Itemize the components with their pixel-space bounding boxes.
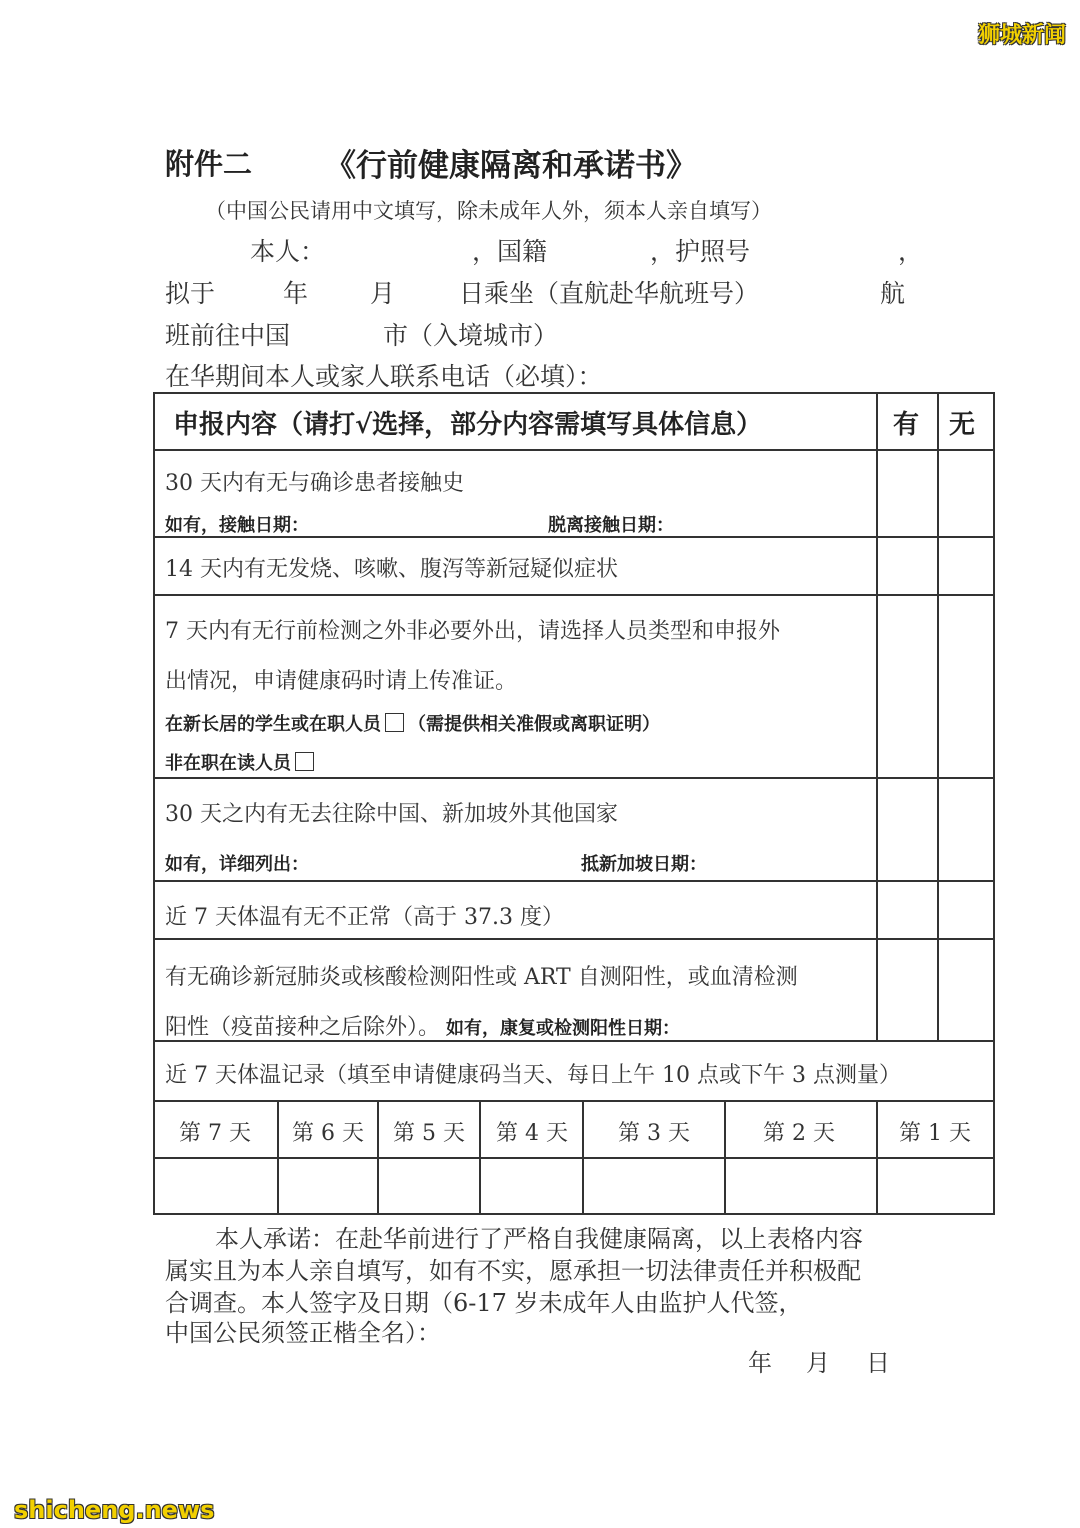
positive-test-line2-text: 阳性（疫苗接种之后除外）。 xyxy=(165,1015,441,1040)
row-outings-line2: 出情况，申请健康码时请上传准证。 xyxy=(165,669,518,694)
plan-prefix: 拟于 xyxy=(165,279,216,308)
option-non-employed xyxy=(165,749,318,775)
row-outings-line1: 7 天内有无行前检测之外非必要外出，请选择人员类型和申报外 xyxy=(165,619,780,644)
row-other-countries: 30 天之内有无去往除中国、新加坡外其他国家 xyxy=(165,802,618,827)
declaration-table xyxy=(153,392,995,1215)
plan-month: 月 xyxy=(370,279,396,308)
pledge-line-3: 合调查。本人签字及日期（6-17 岁未成年人由监护人代签， xyxy=(165,1289,803,1317)
signature-month: 月 xyxy=(806,1349,830,1377)
end-contact-date-label: 脱离接触日期： xyxy=(548,515,674,536)
contact-phone-label: 在华期间本人或家人联系电话（必填）： xyxy=(165,362,603,391)
document-title: 《行前健康隔离和承诺书》 xyxy=(325,148,697,184)
pledge-line-2: 属实且为本人亲自填写，如有不实，愿承担一切法律责任并积极配 xyxy=(165,1257,861,1285)
arrival-singapore-date-label: 抵新加坡日期： xyxy=(581,854,707,875)
watermark-top-logo: 狮城新闻 xyxy=(977,23,1066,48)
option-resident-note: （需提供相关准假或离职证明） xyxy=(408,714,660,735)
day-6-header: 第 6 天 xyxy=(292,1121,364,1146)
option-resident-label: 在新长居的学生或在职人员 xyxy=(165,714,381,735)
countries-list-label: 如有，详细列出： xyxy=(165,854,309,875)
row-temperature-record: 近 7 天体温记录（填至申请健康码当天、每日上午 10 点或下午 3 点测量） xyxy=(165,1063,901,1088)
line-comma: ， xyxy=(898,237,924,266)
signature-year: 年 xyxy=(748,1349,772,1377)
row-abnormal-temperature: 近 7 天体温有无不正常（高于 37.3 度） xyxy=(165,905,564,930)
row-positive-test-line2 xyxy=(165,1010,680,1041)
watermark-bottom-logo: shicheng.news xyxy=(14,1496,215,1524)
attachment-label: 附件二 xyxy=(165,147,253,181)
entry-city-label: 市（入境城市） xyxy=(383,321,559,350)
day-1-header: 第 1 天 xyxy=(899,1121,971,1146)
signature-day: 日 xyxy=(866,1349,890,1377)
hang-char: 航 xyxy=(880,279,906,308)
column-yes-header: 有 xyxy=(893,410,920,440)
row-positive-test-line1: 有无确诊新冠肺炎或核酸检测阳性或 ART 自测阳性，或血清检测 xyxy=(165,965,798,990)
pledge-line-1: 本人承诺：在赴华前进行了严格自我健康隔离，以上表格内容 xyxy=(215,1225,863,1253)
row-symptoms: 14 天内有无发烧、咳嗽、腹泻等新冠疑似症状 xyxy=(165,557,618,582)
plan-day-flight: 日乘坐（直航赴华航班号） xyxy=(459,279,760,308)
contact-date-label: 如有，接触日期： xyxy=(165,515,309,536)
fill-instruction-note: （中国公民请用中文填写，除未成年人外，须本人亲自填写） xyxy=(205,199,772,223)
nationality-label: ，国籍 xyxy=(472,237,548,266)
option-resident-student-worker xyxy=(165,710,660,736)
column-no-header: 无 xyxy=(949,410,976,440)
day-2-header: 第 2 天 xyxy=(763,1121,835,1146)
day-4-header: 第 4 天 xyxy=(496,1121,568,1146)
row-contact-history: 30 天内有无与确诊患者接触史 xyxy=(165,471,464,496)
day-3-header: 第 3 天 xyxy=(618,1121,690,1146)
plan-year: 年 xyxy=(283,279,309,308)
option-non-employed-label: 非在职在读人员 xyxy=(165,753,291,774)
name-label: 本人： xyxy=(250,237,326,266)
destination-prefix: 班前往中国 xyxy=(165,321,291,350)
checkbox-non-employed[interactable] xyxy=(295,752,314,771)
pledge-line-4: 中国公民须签正楷全名）： xyxy=(165,1319,441,1347)
recovery-date-label: 如有，康复或检测阳性日期： xyxy=(446,1018,681,1039)
day-7-header: 第 7 天 xyxy=(179,1121,251,1146)
day-5-header: 第 5 天 xyxy=(393,1121,465,1146)
passport-label: ，护照号 xyxy=(650,237,751,266)
table-header-declaration: 申报内容（请打√选择，部分内容需填写具体信息） xyxy=(173,410,763,440)
checkbox-resident[interactable] xyxy=(385,713,404,732)
